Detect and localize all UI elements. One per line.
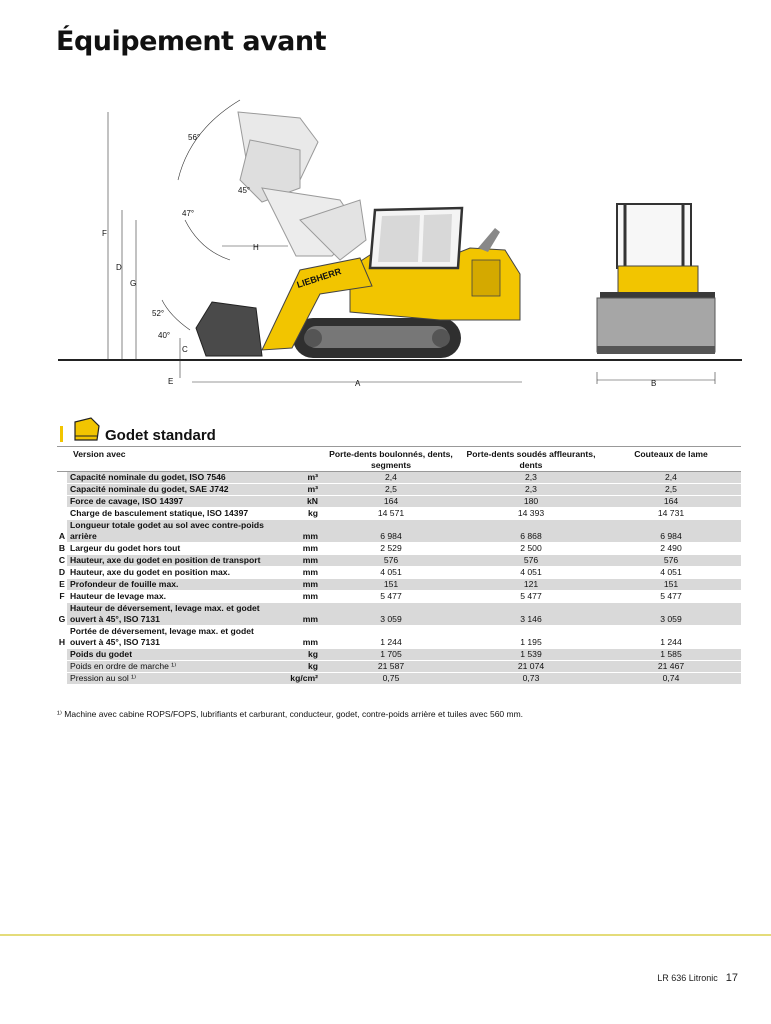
specs-body — [57, 472, 741, 685]
dim-label-c: C — [182, 345, 188, 354]
row-value-col2: 5 477 — [461, 591, 601, 603]
row-label: Pression au sol ¹⁾ — [67, 673, 281, 685]
bucket-icon — [69, 416, 103, 444]
row-letter: C — [58, 555, 66, 565]
table-row — [57, 579, 741, 591]
table-row — [57, 555, 741, 567]
table-row — [57, 484, 741, 496]
brand-label: LIEBHERR — [295, 266, 343, 290]
row-label: Hauteur de levage max. — [67, 591, 281, 603]
row-label: Poids en ordre de marche ¹⁾ — [67, 661, 281, 673]
dim-label-g: G — [130, 279, 137, 288]
model-name: LR 636 Litronic — [657, 973, 718, 983]
row-label: Profondeur de fouille max. — [67, 579, 281, 591]
table-row — [57, 567, 741, 579]
loader-dimension-diagram — [0, 80, 771, 400]
row-letter: H — [57, 626, 67, 649]
table-row — [57, 591, 741, 603]
row-unit: mm — [281, 555, 321, 567]
row-label: Longueur totale godet au sol avec contre-poids arrière — [67, 520, 281, 543]
row-value-col2: 1 195 — [461, 626, 601, 649]
row-value-col3: 2,4 — [601, 472, 741, 484]
row-value-col2: 0,73 — [461, 673, 601, 685]
row-unit: mm — [281, 567, 321, 579]
section-header — [57, 414, 741, 446]
section-title: Godet standard — [105, 427, 216, 444]
row-value-col3: 1 585 — [601, 649, 741, 661]
row-value-col1: 0,75 — [321, 673, 461, 685]
row-value-col1: 1 705 — [321, 649, 461, 661]
row-value-col3: 151 — [601, 579, 741, 591]
row-value-col3: 1 244 — [601, 626, 741, 649]
row-value-col1: 4 051 — [321, 567, 461, 579]
row-value-col3: 21 467 — [601, 661, 741, 673]
raised-bucket-ghost — [238, 112, 366, 260]
row-value-col2: 21 074 — [461, 661, 601, 673]
row-letter — [57, 649, 67, 661]
row-letter — [57, 496, 67, 508]
row-label: Capacité nominale du godet, ISO 7546 — [67, 472, 281, 484]
row-letter — [57, 472, 67, 484]
dim-label-h: H — [253, 243, 259, 252]
dim-label-f: F — [102, 229, 107, 238]
row-value-col1: 3 059 — [321, 603, 461, 626]
row-label: Poids du godet — [67, 649, 281, 661]
row-value-col1: 2 529 — [321, 543, 461, 555]
angle-label: 47° — [182, 209, 195, 218]
row-label: Largeur du godet hors tout — [67, 543, 281, 555]
row-value-col1: 6 984 — [321, 520, 461, 543]
row-unit: kg — [281, 649, 321, 661]
row-letter — [57, 484, 67, 496]
row-letter: A — [57, 520, 67, 543]
section-accent-bar — [60, 426, 63, 442]
row-value-col2: 4 051 — [461, 567, 601, 579]
row-value-col3: 0,74 — [601, 673, 741, 685]
row-label: Hauteur, axe du godet en position de transport — [67, 555, 281, 567]
table-row — [57, 603, 741, 626]
row-value-col2: 180 — [461, 496, 601, 508]
row-value-col3: 3 059 — [601, 603, 741, 626]
dim-label-d: D — [116, 263, 122, 272]
row-letter: G — [57, 603, 67, 626]
table-row — [57, 649, 741, 661]
row-value-col3: 2,5 — [601, 484, 741, 496]
row-letter: E — [57, 579, 67, 591]
row-value-col2: 121 — [461, 579, 601, 591]
angle-label: 45° — [238, 186, 251, 195]
row-letter: D — [58, 567, 66, 577]
table-row — [57, 520, 741, 543]
dim-label-a: A — [355, 379, 361, 388]
row-value-col3: 4 051 — [601, 567, 741, 579]
row-letter — [57, 673, 67, 685]
row-value-col3: 5 477 — [601, 591, 741, 603]
header-col3: Couteaux de lame — [634, 449, 708, 459]
table-row — [57, 673, 741, 685]
row-value-col3: 14 731 — [601, 508, 741, 520]
row-unit: kg/cm² — [281, 673, 321, 685]
row-value-col3: 576 — [601, 555, 741, 567]
footnote: ¹⁾ Machine avec cabine ROPS/FOPS, lubrifiants et carburant, conducteur, godet, contre-poids arrière et tuiles avec 560 mm. — [57, 709, 524, 719]
row-value-col3: 6 984 — [601, 520, 741, 543]
table-row — [57, 472, 741, 484]
angle-label: 52° — [152, 309, 165, 318]
row-unit: m³ — [281, 484, 321, 496]
row-value-col3: 164 — [601, 496, 741, 508]
row-value-col2: 3 146 — [461, 603, 601, 626]
row-value-col2: 2,3 — [461, 472, 601, 484]
row-value-col1: 2,5 — [321, 484, 461, 496]
page-title: Équipement avant — [56, 26, 327, 57]
row-value-col1: 1 244 — [321, 626, 461, 649]
table-row — [57, 496, 741, 508]
row-unit: m³ — [281, 472, 321, 484]
row-label: Portée de déversement, levage max. et godet ouvert à 45°, ISO 7131 — [67, 626, 281, 649]
row-value-col2: 6 868 — [461, 520, 601, 543]
row-unit: mm — [281, 591, 321, 603]
table-row — [57, 626, 741, 649]
row-letter: B — [58, 543, 66, 553]
row-label: Hauteur de déversement, levage max. et godet ouvert à 45°, ISO 7131 — [67, 603, 281, 626]
row-value-col1: 21 587 — [321, 661, 461, 673]
header-col1: Porte-dents boulonnés, dents, segments — [329, 449, 453, 470]
dim-label-b: B — [651, 379, 657, 388]
table-row — [57, 508, 741, 520]
row-value-col2: 1 539 — [461, 649, 601, 661]
row-unit: mm — [281, 520, 321, 543]
front-view-machine — [597, 204, 715, 354]
row-value-col2: 2,3 — [461, 484, 601, 496]
row-unit: kg — [281, 508, 321, 520]
row-value-col1: 576 — [321, 555, 461, 567]
page-footer — [657, 972, 738, 984]
row-label: Force de cavage, ISO 14397 — [67, 496, 281, 508]
row-unit: kN — [281, 496, 321, 508]
table-row — [57, 661, 741, 673]
row-unit: mm — [281, 603, 321, 626]
row-label: Charge de basculement statique, ISO 14397 — [67, 508, 281, 520]
dim-label-e: E — [168, 377, 174, 386]
row-unit: mm — [281, 579, 321, 591]
header-version: Version avec — [73, 449, 126, 459]
angle-label: 56° — [188, 133, 201, 142]
row-value-col1: 5 477 — [321, 591, 461, 603]
row-label: Hauteur, axe du godet en position max. — [67, 567, 281, 579]
row-unit: mm — [281, 543, 321, 555]
table-header-row — [57, 447, 741, 472]
header-col2: Porte-dents soudés affleurants, dents — [466, 449, 596, 470]
row-value-col2: 2 500 — [461, 543, 601, 555]
row-value-col2: 14 393 — [461, 508, 601, 520]
table-row — [57, 543, 741, 555]
footer-rule — [0, 934, 771, 936]
row-label: Capacité nominale du godet, SAE J742 — [67, 484, 281, 496]
row-value-col1: 14 571 — [321, 508, 461, 520]
row-value-col1: 151 — [321, 579, 461, 591]
angle-label: 40° — [158, 331, 171, 340]
row-value-col1: 164 — [321, 496, 461, 508]
specs-table — [57, 446, 741, 685]
row-unit: kg — [281, 661, 321, 673]
row-letter — [57, 661, 67, 673]
row-unit: mm — [281, 626, 321, 649]
page-number: 17 — [725, 972, 738, 984]
row-letter: F — [57, 591, 67, 603]
row-letter — [57, 508, 67, 520]
row-value-col3: 2 490 — [601, 543, 741, 555]
row-value-col2: 576 — [461, 555, 601, 567]
row-value-col1: 2,4 — [321, 472, 461, 484]
